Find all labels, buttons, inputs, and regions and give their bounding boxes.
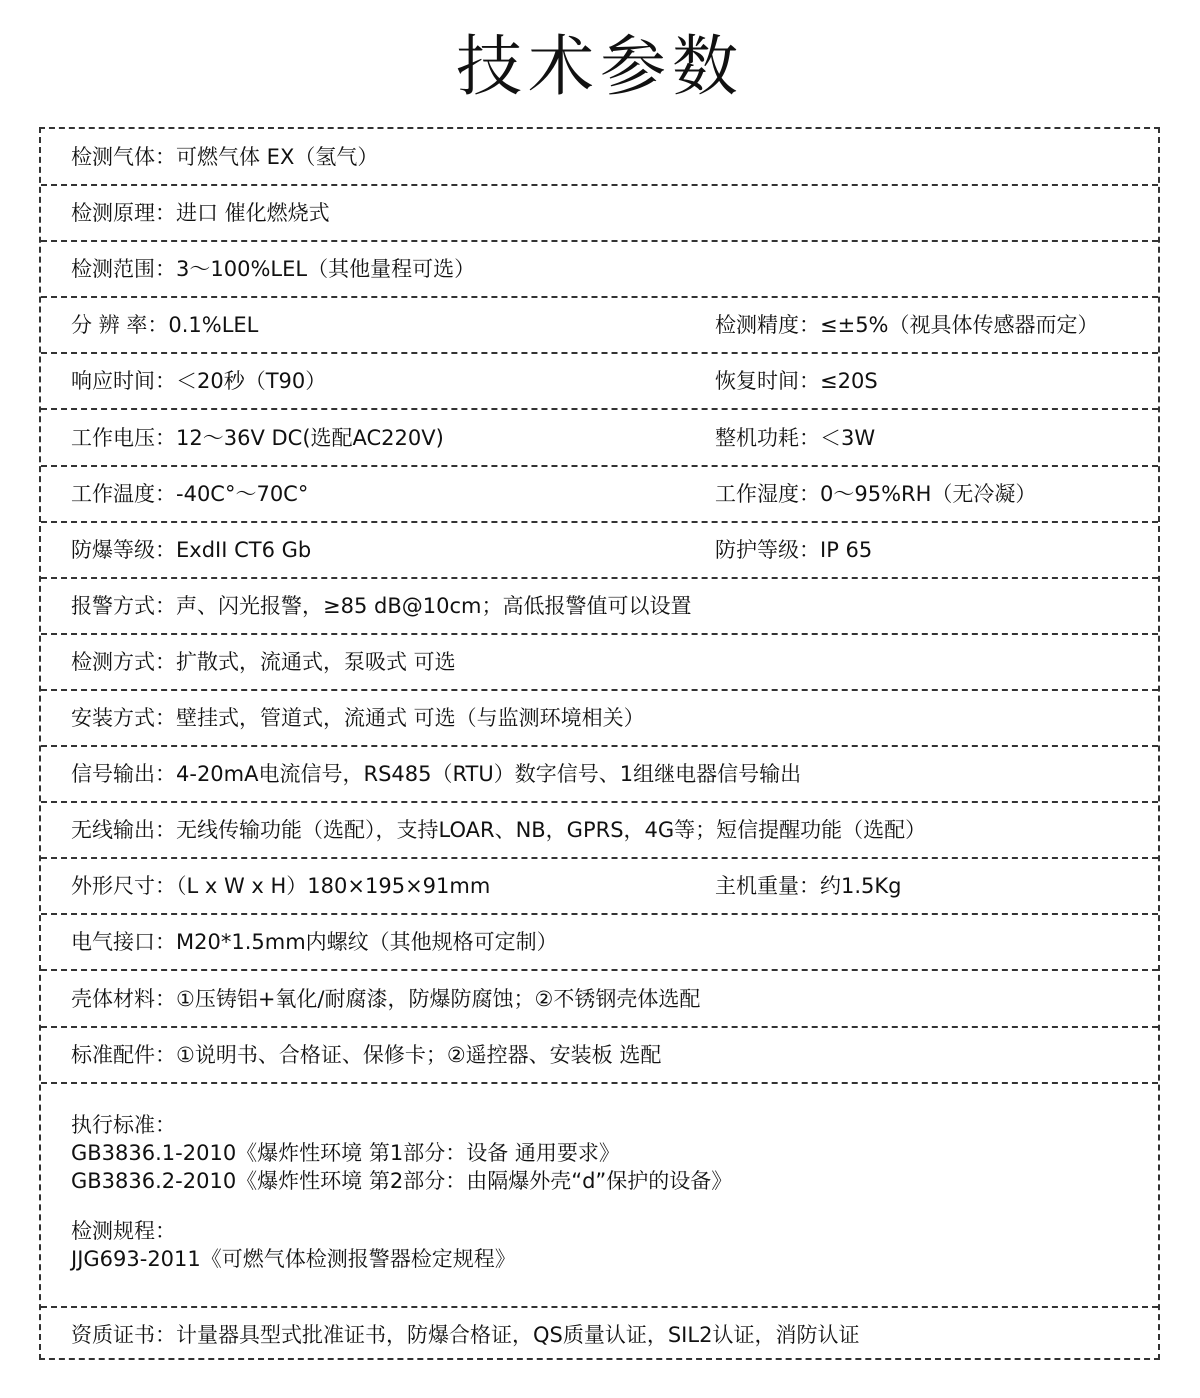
spec-row: [41, 522, 1158, 578]
standard-line-1: GB3836.1-2010《爆炸性环境 第1部分：设备 通用要求》: [71, 1140, 620, 1165]
page-title: 技术参数: [456, 28, 744, 105]
spec-left-cell: 无线输出：无线传输功能（选配），支持LOAR、NB，GPRS，4G等；短信提醒功能（选配）: [71, 818, 927, 843]
spec-left-cell: 分 辨 率：0.1%LEL: [71, 313, 259, 338]
spec-right-cell: 检测精度：≤±5%（视具体传感器而定）: [715, 313, 1099, 338]
spec-row: [41, 241, 1158, 297]
spec-right-cell: 工作湿度：0～95%RH（无冷凝）: [715, 481, 1037, 506]
spec-left-cell: 安装方式：壁挂式，管道式，流通式 可选（与监测环境相关）: [71, 706, 645, 730]
spec-left-cell: 检测方式：扩散式，流通式，泵吸式 可选: [71, 649, 456, 674]
spec-left-cell: 防爆等级：ExdII CT6 Gb: [71, 537, 312, 562]
spec-left-cell: 工作电压：12～36V DC(选配AC220V): [71, 425, 444, 450]
spec-row: [41, 297, 1158, 353]
certificates-text: 资质证书：计量器具型式批准证书，防爆合格证，QS质量认证，SIL2认证，消防认证: [71, 1322, 860, 1347]
procedure-heading: 检测规程：: [71, 1218, 176, 1243]
spec-left-cell: 响应时间：＜20秒（T90）: [71, 369, 327, 394]
spec-row: [41, 690, 1158, 746]
procedure-line-1: JJG693-2011《可燃气体检测报警器检定规程》: [71, 1246, 516, 1271]
spec-left-cell: 信号输出：4-20mA电流信号，RS485（RTU）数字信号、1组继电器信号输出: [71, 762, 802, 787]
standards-block: [41, 1083, 1158, 1307]
spec-left-cell: 检测范围：3～100%LEL（其他量程可选）: [71, 257, 476, 282]
spec-left-cell: 外形尺寸：（L x W x H）180×195×91mm: [71, 874, 491, 899]
spec-row: [41, 971, 1158, 1027]
spec-right-cell: 恢复时间：≤20S: [715, 369, 878, 394]
spec-right-cell: 整机功耗：＜3W: [715, 425, 876, 450]
spec-row: [41, 410, 1158, 466]
spec-left-cell: 壳体材料：①压铸铝+氧化/耐腐漆，防爆防腐蚀；②不锈钢壳体选配: [71, 986, 701, 1011]
spec-row: [41, 1027, 1158, 1083]
spec-left-cell: 工作温度：-40C°～70C°: [71, 481, 309, 506]
spec-left-cell: 报警方式：声、闪光报警，≥85 dB@10cm；高低报警值可以设置: [71, 593, 692, 618]
spec-row: [41, 858, 1158, 914]
spec-table: [39, 127, 1160, 1360]
certificates-row: [41, 1307, 1158, 1363]
spec-left-cell: 标准配件：①说明书、合格证、保修卡；②遥控器、安装板 选配: [71, 1042, 662, 1067]
spec-right-cell: 防护等级：IP 65: [715, 537, 873, 562]
spec-right-cell: 主机重量：约1.5Kg: [715, 874, 902, 899]
spec-left-cell: 电气接口：M20*1.5mm内螺纹（其他规格可定制）: [71, 930, 558, 955]
spec-row: [41, 353, 1158, 409]
spec-row: [41, 746, 1158, 802]
spec-row: [41, 634, 1158, 690]
spec-left-cell: 检测原理：进口 催化燃烧式: [71, 201, 330, 226]
spec-row: [41, 185, 1158, 241]
spec-row: [41, 129, 1158, 185]
spec-left-cell: 检测气体：可燃气体 EX（氢气）: [71, 145, 379, 169]
standards-heading: 执行标准：: [71, 1112, 176, 1137]
spec-row: [41, 914, 1158, 970]
standard-line-2: GB3836.2-2010《爆炸性环境 第2部分：由隔爆外壳“d”保护的设备》: [71, 1168, 733, 1193]
spec-row: [41, 578, 1158, 634]
spec-row: [41, 802, 1158, 858]
spec-row: [41, 466, 1158, 522]
